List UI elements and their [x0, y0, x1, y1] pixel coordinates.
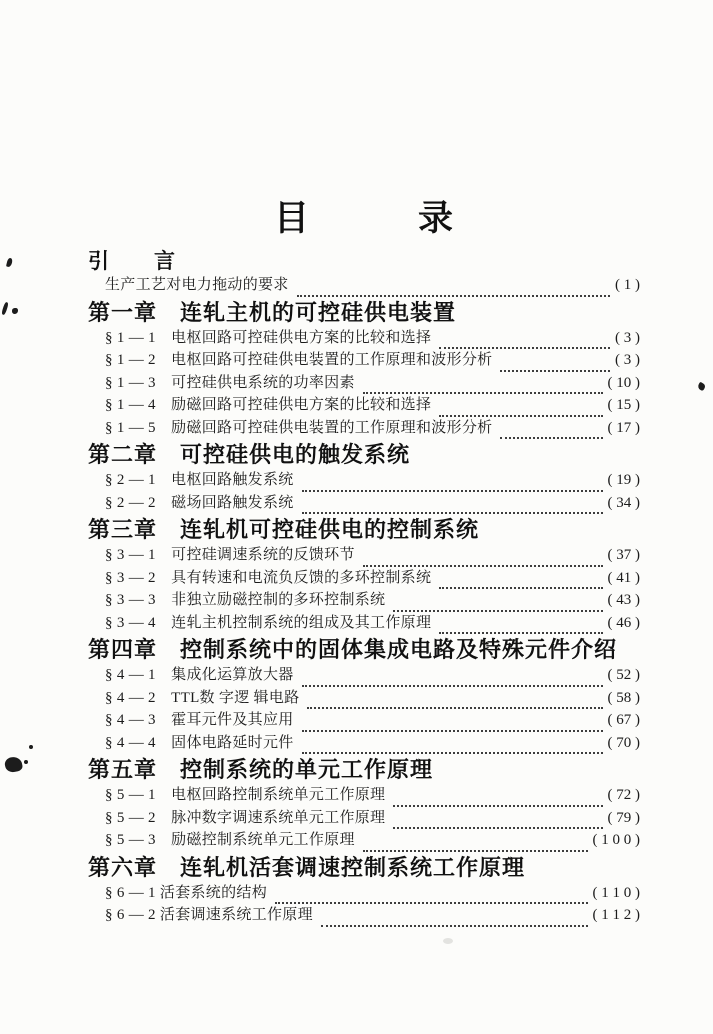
entry-label: § 6 — 2 活套调速系统工作原理 — [105, 907, 313, 923]
toc-entry — [105, 492, 640, 515]
toc-section — [88, 756, 640, 852]
toc-entry — [105, 589, 640, 612]
entry-page-number: ( 1 1 0 ) — [592, 884, 640, 901]
section-heading: 第四章 控制系统中的固体集成电路及特殊元件介绍 — [88, 637, 618, 662]
section-heading: 引 言 — [88, 249, 176, 273]
entry-page-number: ( 34 ) — [607, 494, 640, 511]
toc-section — [88, 636, 640, 754]
entry-page-number: ( 17 ) — [607, 419, 640, 436]
entry-page-number: ( 1 ) — [615, 277, 640, 293]
dot-leader — [393, 603, 602, 612]
dot-leader — [500, 363, 610, 372]
toc-section — [88, 516, 640, 634]
entry-label: § 4 — 1 集成化运算放大器 — [105, 667, 294, 683]
entry-page-number: ( 70 ) — [607, 734, 640, 751]
dot-leader — [393, 798, 602, 807]
entry-label: § 3 — 1 可控硅调速系统的反馈环节 — [105, 547, 355, 563]
section-entries — [88, 327, 640, 440]
toc-entry — [105, 829, 640, 852]
toc-entry — [105, 327, 640, 350]
ink-speck-icon — [24, 760, 28, 764]
dot-leader — [439, 408, 602, 417]
toc-entry — [105, 882, 640, 905]
entry-label: § 6 — 1 活套系统的结构 — [105, 884, 268, 901]
entry-page-number: ( 43 ) — [607, 592, 640, 608]
section-entries — [88, 882, 640, 927]
section-entries — [88, 469, 640, 514]
dot-leader — [439, 580, 602, 589]
section-heading: 第二章 可控硅供电的触发系统 — [88, 442, 411, 467]
dot-leader — [302, 723, 603, 732]
toc-entry — [105, 807, 640, 830]
ink-speck-icon — [6, 258, 13, 268]
entry-label: § 2 — 1 电枢回路触发系统 — [105, 472, 294, 488]
toc-section — [88, 441, 640, 514]
dot-leader — [275, 895, 587, 904]
entry-page-number: ( 10 ) — [607, 374, 640, 391]
toc-entry — [105, 612, 640, 635]
toc-entry — [105, 664, 640, 687]
entry-label: § 3 — 3 非独立励磁控制的多环控制系统 — [105, 592, 386, 608]
entry-page-number: ( 67 ) — [607, 712, 640, 728]
scan-smudge-icon — [443, 938, 453, 944]
dot-leader — [321, 918, 588, 927]
toc-entry — [105, 349, 640, 372]
dot-leader — [302, 745, 603, 754]
entry-page-number: ( 1 1 2 ) — [592, 907, 640, 923]
entry-page-number: ( 3 ) — [615, 329, 640, 346]
entry-page-number: ( 15 ) — [607, 397, 640, 413]
ink-speck-icon — [697, 382, 707, 392]
entry-page-number: ( 41 ) — [607, 569, 640, 586]
toc-entry — [105, 544, 640, 567]
entry-page-number: ( 3 ) — [615, 352, 640, 368]
ink-speck-icon — [1, 302, 9, 316]
entry-label: § 3 — 2 具有转速和电流负反馈的多环控制系统 — [105, 569, 432, 586]
entry-label: § 5 — 3 励磁控制系统单元工作原理 — [105, 832, 355, 848]
toc-entry — [105, 904, 640, 927]
entry-page-number: ( 58 ) — [607, 689, 640, 706]
entry-label: § 1 — 4 励磁回路可控硅供电方案的比较和选择 — [105, 397, 432, 413]
section-heading: 第三章 连轧机可控硅供电的控制系统 — [88, 517, 480, 542]
toc-entry — [105, 372, 640, 395]
ink-speck-icon — [12, 308, 18, 314]
dot-leader — [297, 288, 610, 297]
toc-sections — [88, 248, 640, 927]
entry-label: § 4 — 2 TTL数 字逻 辑电路 — [105, 689, 300, 706]
entry-page-number: ( 37 ) — [607, 547, 640, 563]
ink-speck-icon — [29, 745, 33, 749]
entry-label: § 1 — 3 可控硅供电系统的功率因素 — [105, 374, 355, 391]
dot-leader — [393, 820, 602, 829]
entry-label: § 5 — 1 电枢回路控制系统单元工作原理 — [105, 787, 386, 803]
dot-leader — [500, 430, 602, 439]
toc-section — [88, 248, 640, 297]
entry-label: § 5 — 2 脉冲数字调速系统单元工作原理 — [105, 809, 386, 826]
dot-leader — [439, 340, 610, 349]
dot-leader — [439, 625, 602, 634]
entry-label: § 4 — 4 固体电路延时元件 — [105, 734, 294, 751]
section-heading: 第五章 控制系统的单元工作原理 — [88, 757, 434, 782]
entry-label: § 1 — 2 电枢回路可控硅供电装置的工作原理和波形分析 — [105, 352, 493, 368]
page-title: 目 录 — [273, 199, 454, 238]
dot-leader — [363, 558, 603, 567]
entry-page-number: ( 72 ) — [607, 787, 640, 803]
dot-leader — [302, 505, 603, 514]
toc-entry — [105, 687, 640, 710]
entry-label: § 1 — 1 电枢回路可控硅供电方案的比较和选择 — [105, 329, 432, 346]
entry-label: 生产工艺对电力拖动的要求 — [105, 277, 289, 293]
dot-leader — [363, 843, 588, 852]
section-entries — [88, 544, 640, 634]
toc-content — [88, 196, 640, 927]
dot-leader — [307, 700, 602, 709]
section-heading: 第六章 连轧机活套调速控制系统工作原理 — [88, 854, 526, 880]
entry-page-number: ( 19 ) — [607, 472, 640, 488]
toc-section — [88, 854, 640, 927]
toc-entry — [105, 732, 640, 755]
section-entries — [88, 784, 640, 852]
toc-entry — [105, 469, 640, 492]
dot-leader — [302, 483, 603, 492]
toc-entry — [105, 417, 640, 440]
entry-page-number: ( 1 0 0 ) — [592, 832, 640, 848]
toc-entry — [105, 709, 640, 732]
entry-page-number: ( 79 ) — [607, 809, 640, 826]
entry-label: § 1 — 5 励磁回路可控硅供电装置的工作原理和波形分析 — [105, 419, 493, 436]
entry-label: § 3 — 4 连轧主机控制系统的组成及其工作原理 — [105, 614, 432, 631]
dot-leader — [302, 678, 603, 687]
section-entries — [88, 664, 640, 754]
toc-entry — [105, 784, 640, 807]
toc-entry — [105, 394, 640, 417]
toc-entry — [105, 274, 640, 297]
entry-page-number: ( 52 ) — [607, 667, 640, 683]
entry-label: § 2 — 2 磁场回路触发系统 — [105, 494, 294, 511]
section-entries — [88, 274, 640, 297]
entry-label: § 4 — 3 霍耳元件及其应用 — [105, 712, 294, 728]
ink-blot-icon — [4, 755, 24, 773]
toc-entry — [105, 567, 640, 590]
entry-page-number: ( 46 ) — [607, 614, 640, 631]
dot-leader — [363, 385, 603, 394]
section-heading: 第一章 连轧主机的可控硅供电装置 — [88, 299, 457, 325]
toc-section — [88, 299, 640, 440]
